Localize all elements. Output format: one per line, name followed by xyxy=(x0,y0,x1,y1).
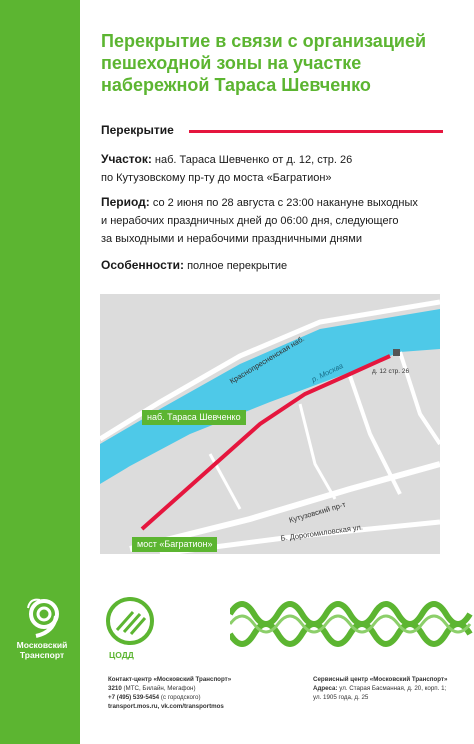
footer-left-phone-note: (с городского) xyxy=(160,694,201,701)
page-title: Перекрытие в связи с организацией пешеходной зоны на участке набережной Тараса Шевченко xyxy=(101,31,427,95)
section-label: Перекрытие xyxy=(101,123,174,137)
street-kutuzovsky-label: Кутузовский пр-т xyxy=(288,499,347,525)
road-side-2 xyxy=(350,376,400,494)
building-label: д. 12 стр. 26 xyxy=(372,368,410,375)
road-side-1 xyxy=(400,352,440,444)
field-period-text1: со 2 июня по 28 августа с 23:00 накануне выходных xyxy=(152,197,418,209)
road-side-3 xyxy=(300,404,335,499)
section-divider-line xyxy=(189,130,443,133)
footer-left-phone: +7 (495) 539-5454 xyxy=(108,694,160,701)
brand-name-line1: Московский xyxy=(16,640,68,650)
footer-service-center xyxy=(313,675,471,702)
cod-label: ЦОДД xyxy=(109,650,134,660)
footer-left-short: 3210 xyxy=(108,685,122,692)
bridge-badge: мост «Багратион» xyxy=(132,537,217,552)
footer-right-address2: ул. 1905 года, д. 25 xyxy=(313,694,369,701)
footer-left-short-note: (МТС, Билайн, Мегафон) xyxy=(123,685,196,692)
building-marker xyxy=(393,349,400,356)
field-period-text3: за выходными и нерабочими праздничными днями xyxy=(101,233,362,245)
field-area-text1: наб. Тараса Шевченко от д. 12, стр. 26 xyxy=(154,154,353,166)
field-period-label: Период: xyxy=(101,195,150,209)
route-map xyxy=(100,294,440,554)
field-area-label: Участок: xyxy=(101,152,152,166)
cod-logo-icon xyxy=(103,594,158,650)
field-features xyxy=(101,256,446,275)
footer-right-address-label: Адреса: xyxy=(313,685,338,692)
footer-right-title: Сервисный центр «Московский Транспорт» xyxy=(313,676,448,683)
footer-left-site: transport.mos.ru, vk.com/transportmos xyxy=(108,703,224,710)
section-header xyxy=(101,123,443,141)
embankment-badge: наб. Тараса Шевченко xyxy=(142,410,246,425)
field-area xyxy=(101,150,446,187)
brand-name-line2: Транспорт xyxy=(19,650,65,660)
footer-contact-center xyxy=(108,675,288,711)
footer-right-address1: ул. Старая Басманная, д. 20, корп. 1; xyxy=(339,685,447,692)
field-features-text: полное перекрытие xyxy=(187,260,288,272)
footer-left-title: Контакт-центр «Московский Транспорт» xyxy=(108,676,232,683)
river-moskva xyxy=(100,309,440,484)
decorative-wave-pattern xyxy=(230,594,474,656)
field-period xyxy=(101,193,446,248)
street-krasnopresnenskaya-label: Краснопресненская наб. xyxy=(228,333,307,386)
moscow-transport-logo-icon xyxy=(6,594,76,638)
field-area-text2: по Кутузовскому пр-ту до моста «Багратион» xyxy=(101,172,332,184)
field-period-text2: и нерабочих праздничных дней до 06:00 дня, следующего xyxy=(101,215,399,227)
street-dorogomilovskaya-label: Б. Дорогомиловская ул. xyxy=(280,522,364,543)
river-label: р. Москва xyxy=(310,361,345,385)
green-sidebar xyxy=(0,0,80,744)
brand-name xyxy=(4,640,80,660)
field-features-label: Особенности: xyxy=(101,258,185,272)
